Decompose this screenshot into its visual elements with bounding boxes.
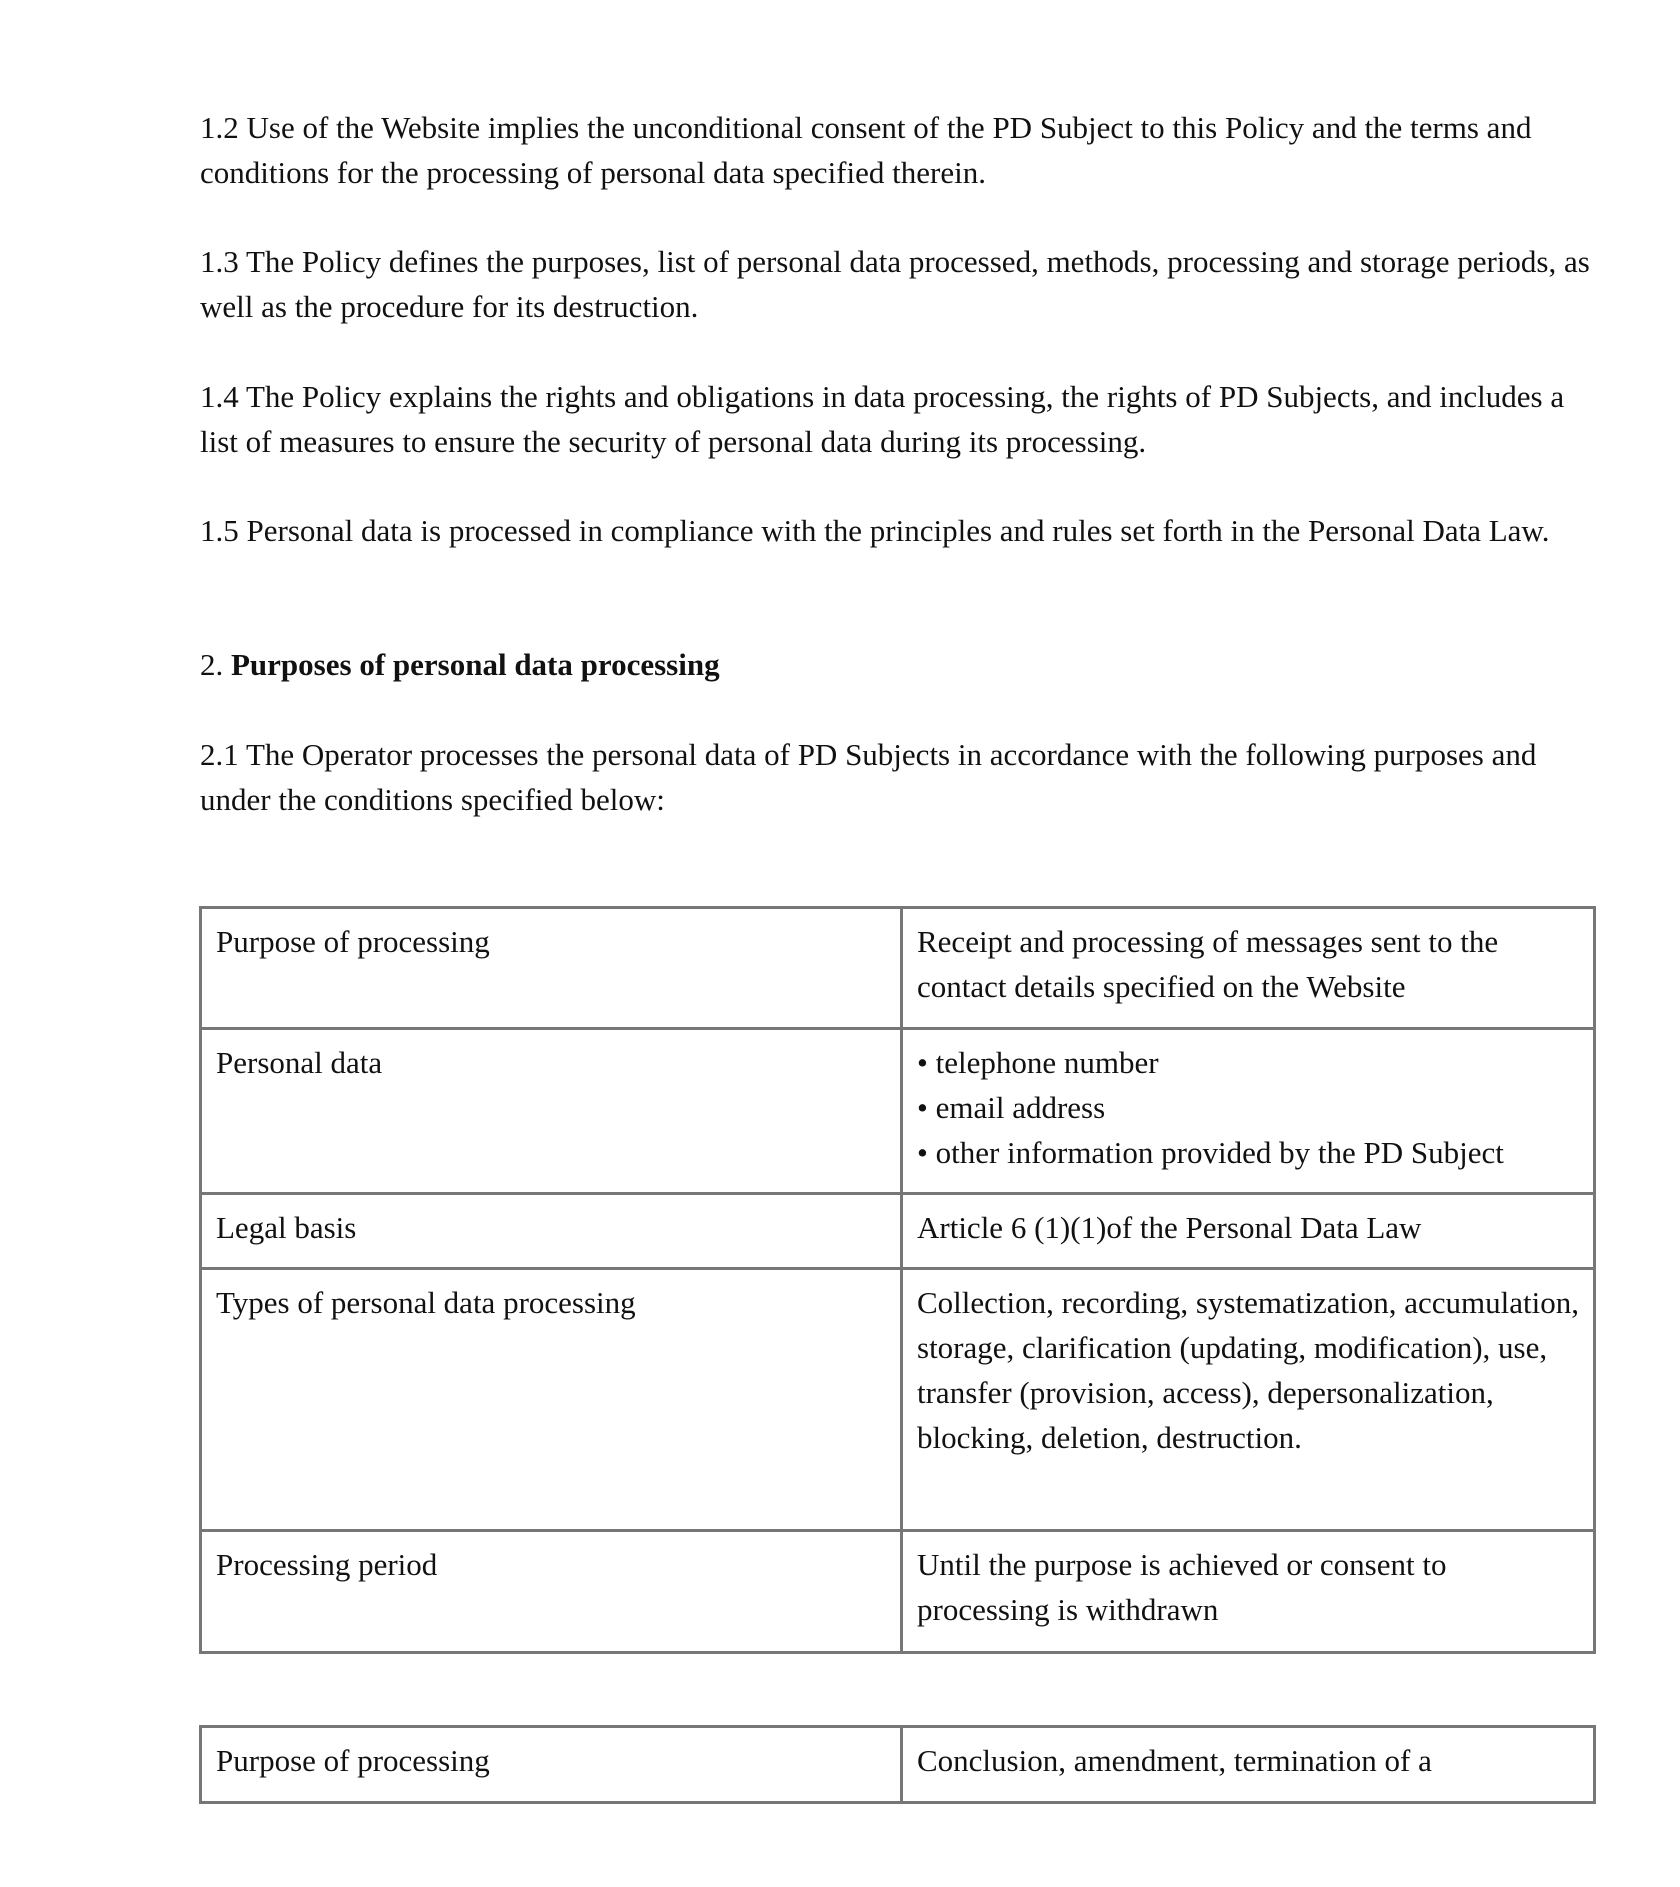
section-number: 2. — [200, 647, 224, 682]
row-value: Conclusion, amendment, termination of a — [902, 1727, 1595, 1803]
paragraph-1-4: 1.4 The Policy explains the rights and obligations in data processing, the rights of PD Subjects, and includes a list of measures to ensure the security of personal data during its processing. — [200, 379, 1565, 459]
row-value — [902, 1029, 1595, 1194]
row-label: Types of personal data processing — [201, 1269, 902, 1531]
table-row — [201, 1531, 1595, 1653]
list-item: • email address — [917, 1085, 1579, 1130]
purpose-table-1 — [199, 906, 1596, 1654]
personal-data-list — [917, 1040, 1579, 1175]
table-row — [201, 1194, 1595, 1269]
table-row — [201, 1269, 1595, 1531]
section-heading-2 — [200, 642, 1600, 687]
row-value: Collection, recording, systematization, accumulation, storage, clarification (updating, modification), use, transfer (provision, access), depersonalization, blocking, deletion, destruction. — [902, 1269, 1595, 1531]
table-row — [201, 1029, 1595, 1194]
purpose-table-2 — [199, 1725, 1596, 1804]
row-label: Personal data — [201, 1029, 902, 1194]
paragraph-1-5: 1.5 Personal data is processed in compliance with the principles and rules set forth in the Personal Data Law. — [200, 513, 1550, 548]
paragraph-1-2: 1.2 Use of the Website implies the unconditional consent of the PD Subject to this Policy and the terms and conditions for the processing of personal data specified therein. — [200, 110, 1532, 190]
list-item: • telephone number — [917, 1040, 1579, 1085]
table-row — [201, 1727, 1595, 1803]
row-value: Until the purpose is achieved or consent to processing is withdrawn — [902, 1531, 1595, 1653]
row-label: Legal basis — [201, 1194, 902, 1269]
table-row — [201, 908, 1595, 1029]
row-label: Purpose of processing — [201, 908, 902, 1029]
paragraph-1-3: 1.3 The Policy defines the purposes, list of personal data processed, methods, processing and storage periods, as well as the procedure for its destruction. — [200, 244, 1590, 324]
paragraph-2-1: 2.1 The Operator processes the personal data of PD Subjects in accordance with the following purposes and under the conditions specified below: — [200, 737, 1537, 817]
row-value: Article 6 (1)(1)of the Personal Data Law — [902, 1194, 1595, 1269]
list-item: • other information provided by the PD Subject — [917, 1130, 1579, 1175]
section-title: Purposes of personal data processing — [231, 647, 720, 682]
row-label: Purpose of processing — [201, 1727, 902, 1803]
row-label: Processing period — [201, 1531, 902, 1653]
row-value: Receipt and processing of messages sent to the contact details specified on the Website — [902, 908, 1595, 1029]
